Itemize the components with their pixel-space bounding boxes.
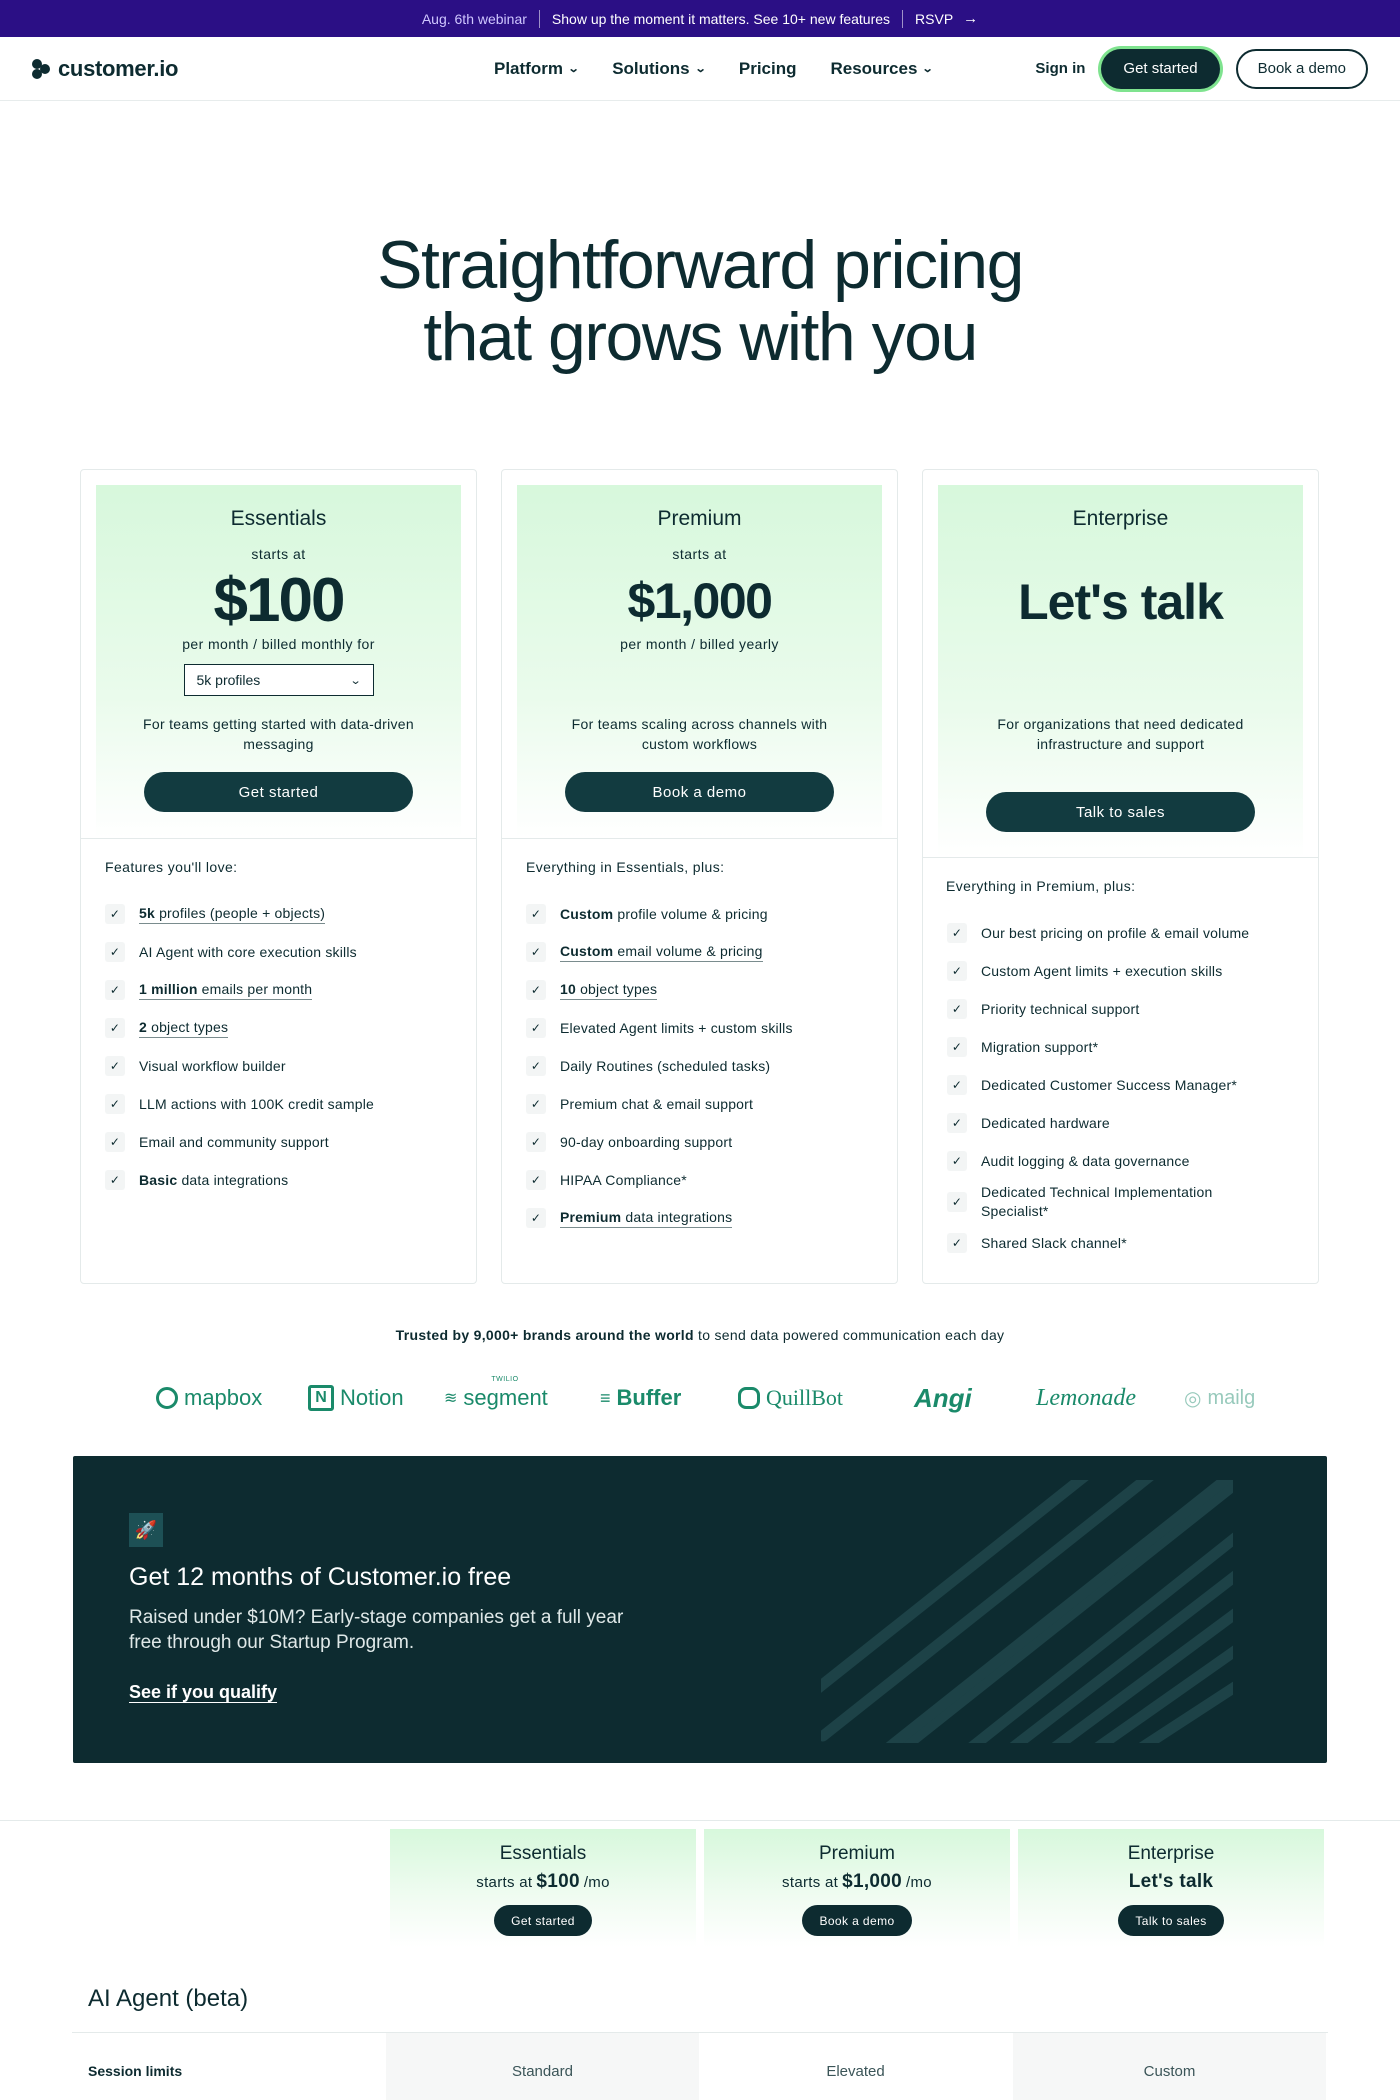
feature-item	[526, 1161, 793, 1199]
checkmark-icon: ✓	[526, 1056, 546, 1076]
feature-text: 90-day onboarding support	[560, 1134, 733, 1150]
book-demo-button[interactable]: Book a demo	[1236, 49, 1368, 89]
compare-col-enterprise	[1018, 1829, 1324, 1947]
compare-price-value: Let's talk	[1128, 1871, 1214, 1892]
logo-mark-icon	[32, 59, 52, 79]
feature-text[interactable]: Custom email volume & pricing	[560, 943, 763, 962]
quillbot-icon	[738, 1387, 760, 1409]
feature-list	[105, 895, 374, 1199]
banner-divider	[902, 10, 903, 28]
checkmark-icon: ✓	[105, 904, 125, 924]
features-heading: Features you'll love:	[105, 859, 238, 875]
angi-logo	[914, 1378, 972, 1418]
feature-item	[105, 1009, 374, 1047]
divider	[923, 857, 1318, 858]
compare-tier: Essentials	[499, 1843, 587, 1864]
checkmark-icon: ✓	[947, 923, 967, 943]
table-cell: Custom	[1013, 2033, 1326, 2100]
plan-header	[96, 485, 461, 838]
rocket-icon: 🚀	[129, 1513, 163, 1547]
checkmark-icon: ✓	[947, 961, 967, 981]
divider	[502, 838, 897, 839]
checkmark-icon: ✓	[105, 1018, 125, 1038]
segment-text: segment	[463, 1385, 548, 1410]
book-demo-button[interactable]: Book a demo	[565, 772, 834, 812]
plan-price: Let's talk	[1018, 574, 1223, 630]
feature-text[interactable]: 1 million emails per month	[139, 981, 312, 1000]
chevron-down-icon: ⌄	[567, 63, 580, 75]
get-started-button[interactable]: Get started	[1101, 49, 1219, 89]
feature-highlight: Custom	[560, 906, 614, 922]
checkmark-icon: ✓	[947, 1037, 967, 1057]
plan-card-essentials	[80, 469, 477, 1284]
mailgun-icon: ◎	[1184, 1387, 1202, 1410]
notion-logo	[308, 1378, 404, 1418]
checkmark-icon: ✓	[526, 1208, 546, 1228]
buffer-logo	[600, 1378, 681, 1418]
banner-rsvp-link[interactable]: RSVP	[915, 10, 954, 27]
feature-text: Dedicated Customer Success Manager*	[981, 1077, 1238, 1093]
plan-name: Enterprise	[1072, 507, 1169, 530]
compare-tier: Enterprise	[1127, 1843, 1215, 1864]
feature-text: Migration support*	[981, 1039, 1099, 1055]
nav-links	[494, 59, 933, 79]
compare-price-value: $100	[536, 1871, 580, 1892]
nav-solutions[interactable]	[612, 59, 705, 79]
startup-description: Raised under $10M? Early-stage companies get a full year free through our Startup Program.	[129, 1607, 624, 1653]
banner-message: Show up the moment it matters. See 10+ new features	[551, 10, 891, 27]
decorative-stripes	[793, 1456, 1293, 1763]
profiles-select-value: 5k profiles	[196, 672, 261, 688]
feature-text: Elevated Agent limits + custom skills	[560, 1020, 793, 1036]
features-heading: Everything in Premium, plus:	[946, 878, 1136, 894]
checkmark-icon: ✓	[105, 942, 125, 962]
plan-header	[517, 485, 882, 838]
nav-actions	[1035, 49, 1368, 89]
feature-text: Dedicated Technical Implementation Specialist*	[981, 1184, 1213, 1219]
feature-list	[947, 914, 1251, 1262]
mapbox-logo	[156, 1378, 262, 1418]
feature-item	[105, 1161, 374, 1199]
feature-item	[947, 1104, 1251, 1142]
sign-in-link[interactable]: Sign in	[1035, 60, 1086, 77]
talk-to-sales-button[interactable]: Talk to sales	[1118, 1905, 1223, 1936]
startup-program-banner	[73, 1456, 1327, 1763]
checkmark-icon: ✓	[947, 1151, 967, 1171]
chevron-down-icon: ⌄	[922, 63, 935, 75]
feature-text: Basic data integrations	[139, 1172, 289, 1188]
feature-item	[526, 1199, 793, 1237]
checkmark-icon: ✓	[526, 942, 546, 962]
feature-item	[105, 1123, 374, 1161]
compare-price	[704, 1871, 1010, 1893]
feature-text: Dedicated hardware	[981, 1115, 1110, 1131]
feature-text[interactable]: Premium data integrations	[560, 1209, 732, 1228]
feature-text: Daily Routines (scheduled tasks)	[560, 1058, 771, 1074]
feature-highlight: Custom	[560, 942, 614, 959]
logo-text: customer.io	[58, 55, 179, 81]
top-nav	[0, 37, 1400, 101]
comparison-table	[0, 1820, 1400, 1928]
plan-header	[938, 485, 1303, 858]
compare-col-essentials	[390, 1829, 696, 1947]
plan-billing: per month / billed monthly for	[182, 636, 375, 652]
feature-text: Custom Agent limits + execution skills	[981, 963, 1223, 979]
checkmark-icon: ✓	[105, 980, 125, 1000]
nav-solutions-label: Solutions	[612, 58, 690, 78]
checkmark-icon: ✓	[947, 1233, 967, 1253]
nav-resources[interactable]	[830, 58, 935, 79]
arrow-right-icon: →	[963, 10, 979, 27]
table-row	[72, 2033, 1328, 2100]
checkmark-icon: ✓	[947, 999, 967, 1019]
see-if-you-qualify-link[interactable]: See if you qualify	[129, 1682, 278, 1702]
get-started-button[interactable]: Get started	[144, 772, 413, 812]
banner-divider	[539, 10, 540, 28]
pricing-cards	[80, 469, 1319, 1284]
feature-text: Custom profile volume & pricing	[560, 906, 768, 922]
feature-text: AI Agent with core execution skills	[139, 944, 357, 960]
features-heading: Everything in Essentials, plus:	[526, 859, 725, 875]
feature-item	[526, 971, 793, 1009]
checkmark-icon: ✓	[105, 1056, 125, 1076]
buffer-text: Buffer	[616, 1385, 682, 1410]
checkmark-icon: ✓	[526, 1094, 546, 1114]
trusted-bold: Trusted by 9,000+ brands around the world	[395, 1327, 694, 1343]
page-title	[0, 229, 1400, 373]
plan-billing: per month / billed yearly	[620, 636, 779, 652]
plan-name: Essentials	[230, 507, 327, 530]
feature-text[interactable]: 2 object types	[139, 1019, 228, 1038]
feature-item	[947, 1142, 1251, 1180]
feature-text[interactable]: 10 object types	[560, 981, 657, 1000]
get-started-button[interactable]: Get started	[494, 1905, 592, 1936]
checkmark-icon: ✓	[947, 1113, 967, 1133]
feature-item	[105, 971, 374, 1009]
feature-text: Our best pricing on profile & email volume	[981, 925, 1250, 941]
feature-item	[947, 952, 1251, 990]
feature-item	[947, 1224, 1251, 1262]
compare-unit: /mo	[583, 1874, 610, 1891]
checkmark-icon: ✓	[105, 1094, 125, 1114]
feature-item	[947, 990, 1251, 1028]
compare-unit: /mo	[906, 1874, 932, 1891]
feature-text: Audit logging & data governance	[981, 1153, 1190, 1169]
segment-icon: ≋	[444, 1390, 458, 1407]
checkmark-icon: ✓	[526, 980, 546, 1000]
feature-item	[526, 933, 793, 971]
announcement-banner[interactable]	[0, 0, 1400, 37]
trusted-rest: to send data powered communication each day	[693, 1327, 1005, 1343]
compare-price	[390, 1871, 696, 1893]
mailgun-text: mailg	[1207, 1386, 1256, 1409]
plan-price: $1,000	[627, 573, 772, 629]
nav-pricing-label: Pricing	[738, 58, 797, 78]
nav-platform[interactable]	[494, 59, 578, 79]
page-title-line1: Straightforward pricing	[377, 227, 1023, 303]
compare-starts: starts at	[782, 1874, 839, 1891]
feature-item	[526, 895, 793, 933]
checkmark-icon: ✓	[947, 1192, 967, 1212]
feature-text: Shared Slack channel*	[981, 1235, 1127, 1251]
nav-pricing[interactable]	[739, 59, 797, 79]
section-title: AI Agent (beta)	[88, 1985, 249, 2012]
notion-icon: N	[308, 1385, 334, 1411]
quillbot-logo	[738, 1378, 843, 1418]
mapbox-text: mapbox	[184, 1385, 263, 1410]
checkmark-icon: ✓	[526, 1018, 546, 1038]
compare-starts: starts at	[476, 1874, 533, 1891]
nav-platform-label: Platform	[494, 58, 563, 78]
plan-starts-at: starts at	[251, 546, 306, 562]
lemonade-text: Lemonade	[1036, 1384, 1136, 1411]
startup-title: Get 12 months of Customer.io free	[129, 1563, 512, 1591]
feature-highlight: 5k	[139, 904, 155, 921]
feature-highlight: 2	[139, 1018, 147, 1035]
plan-description: For teams getting started with data-driven messaging	[143, 716, 414, 752]
feature-text[interactable]: 5k profiles (people + objects)	[139, 905, 325, 924]
feature-item	[947, 914, 1251, 952]
chevron-down-icon: ⌄	[349, 674, 362, 687]
mailgun-logo	[1184, 1378, 1255, 1418]
nav-resources-label: Resources	[830, 58, 918, 78]
feature-item	[105, 1047, 374, 1085]
feature-text: Premium chat & email support	[560, 1096, 754, 1112]
feature-highlight: 1 million	[139, 980, 198, 997]
feature-item	[105, 895, 374, 933]
trusted-by-text	[0, 1327, 1400, 1343]
plan-description: For organizations that need dedicated infrastructure and support	[997, 716, 1244, 752]
feature-item	[947, 1180, 1251, 1224]
compare-tier: Premium	[818, 1843, 895, 1864]
plan-description: For teams scaling across channels with custom workflows	[571, 716, 828, 752]
talk-to-sales-button[interactable]: Talk to sales	[986, 792, 1255, 832]
checkmark-icon: ✓	[526, 904, 546, 924]
checkmark-icon: ✓	[105, 1170, 125, 1190]
plan-card-enterprise	[922, 469, 1319, 1284]
row-label: Session limits	[88, 2063, 183, 2079]
feature-item	[947, 1028, 1251, 1066]
feature-highlight: Basic	[139, 1172, 178, 1188]
page-title-line2: that grows with you	[423, 299, 977, 375]
plan-starts-at: starts at	[672, 546, 727, 562]
table-cell: Elevated	[826, 2063, 885, 2080]
feature-item	[105, 1085, 374, 1123]
plan-card-premium	[501, 469, 898, 1284]
customer-logos	[0, 1378, 1400, 1418]
feature-text: Email and community support	[139, 1134, 329, 1150]
segment-logo	[444, 1378, 548, 1418]
checkmark-icon: ✓	[526, 1132, 546, 1152]
book-demo-button[interactable]: Book a demo	[802, 1905, 911, 1936]
banner-date: Aug. 6th webinar	[421, 10, 527, 27]
checkmark-icon: ✓	[947, 1075, 967, 1095]
feature-item	[526, 1009, 793, 1047]
compare-price-value: $1,000	[842, 1871, 903, 1892]
profiles-select[interactable]	[184, 664, 374, 696]
plan-name: Premium	[657, 507, 742, 530]
quillbot-text: QuillBot	[766, 1385, 844, 1410]
angi-text: Angi	[914, 1382, 972, 1413]
feature-item	[105, 933, 374, 971]
feature-text: HIPAA Compliance*	[560, 1172, 687, 1188]
feature-highlight: 10	[560, 980, 576, 997]
feature-item	[526, 1085, 793, 1123]
table-cell: Standard	[386, 2033, 699, 2100]
feature-highlight: Premium	[560, 1208, 622, 1225]
checkmark-icon: ✓	[526, 1170, 546, 1190]
feature-item	[526, 1047, 793, 1085]
feature-list	[526, 895, 793, 1237]
chevron-down-icon: ⌄	[694, 63, 707, 75]
logo[interactable]	[32, 56, 178, 82]
checkmark-icon: ✓	[105, 1132, 125, 1152]
feature-text: Visual workflow builder	[139, 1058, 286, 1074]
twilio-mini-label: TWILIO	[491, 1376, 519, 1383]
feature-item	[947, 1066, 1251, 1104]
plan-price: $100	[213, 566, 344, 635]
buffer-icon: ≡	[600, 1387, 611, 1408]
notion-text: Notion	[340, 1385, 404, 1410]
feature-text: Priority technical support	[981, 1001, 1140, 1017]
mapbox-icon	[156, 1387, 178, 1409]
lemonade-logo	[1036, 1378, 1136, 1418]
feature-text: LLM actions with 100K credit sample	[139, 1096, 374, 1112]
feature-item	[526, 1123, 793, 1161]
compare-col-premium	[704, 1829, 1010, 1947]
divider	[81, 838, 476, 839]
compare-price	[1018, 1871, 1324, 1893]
